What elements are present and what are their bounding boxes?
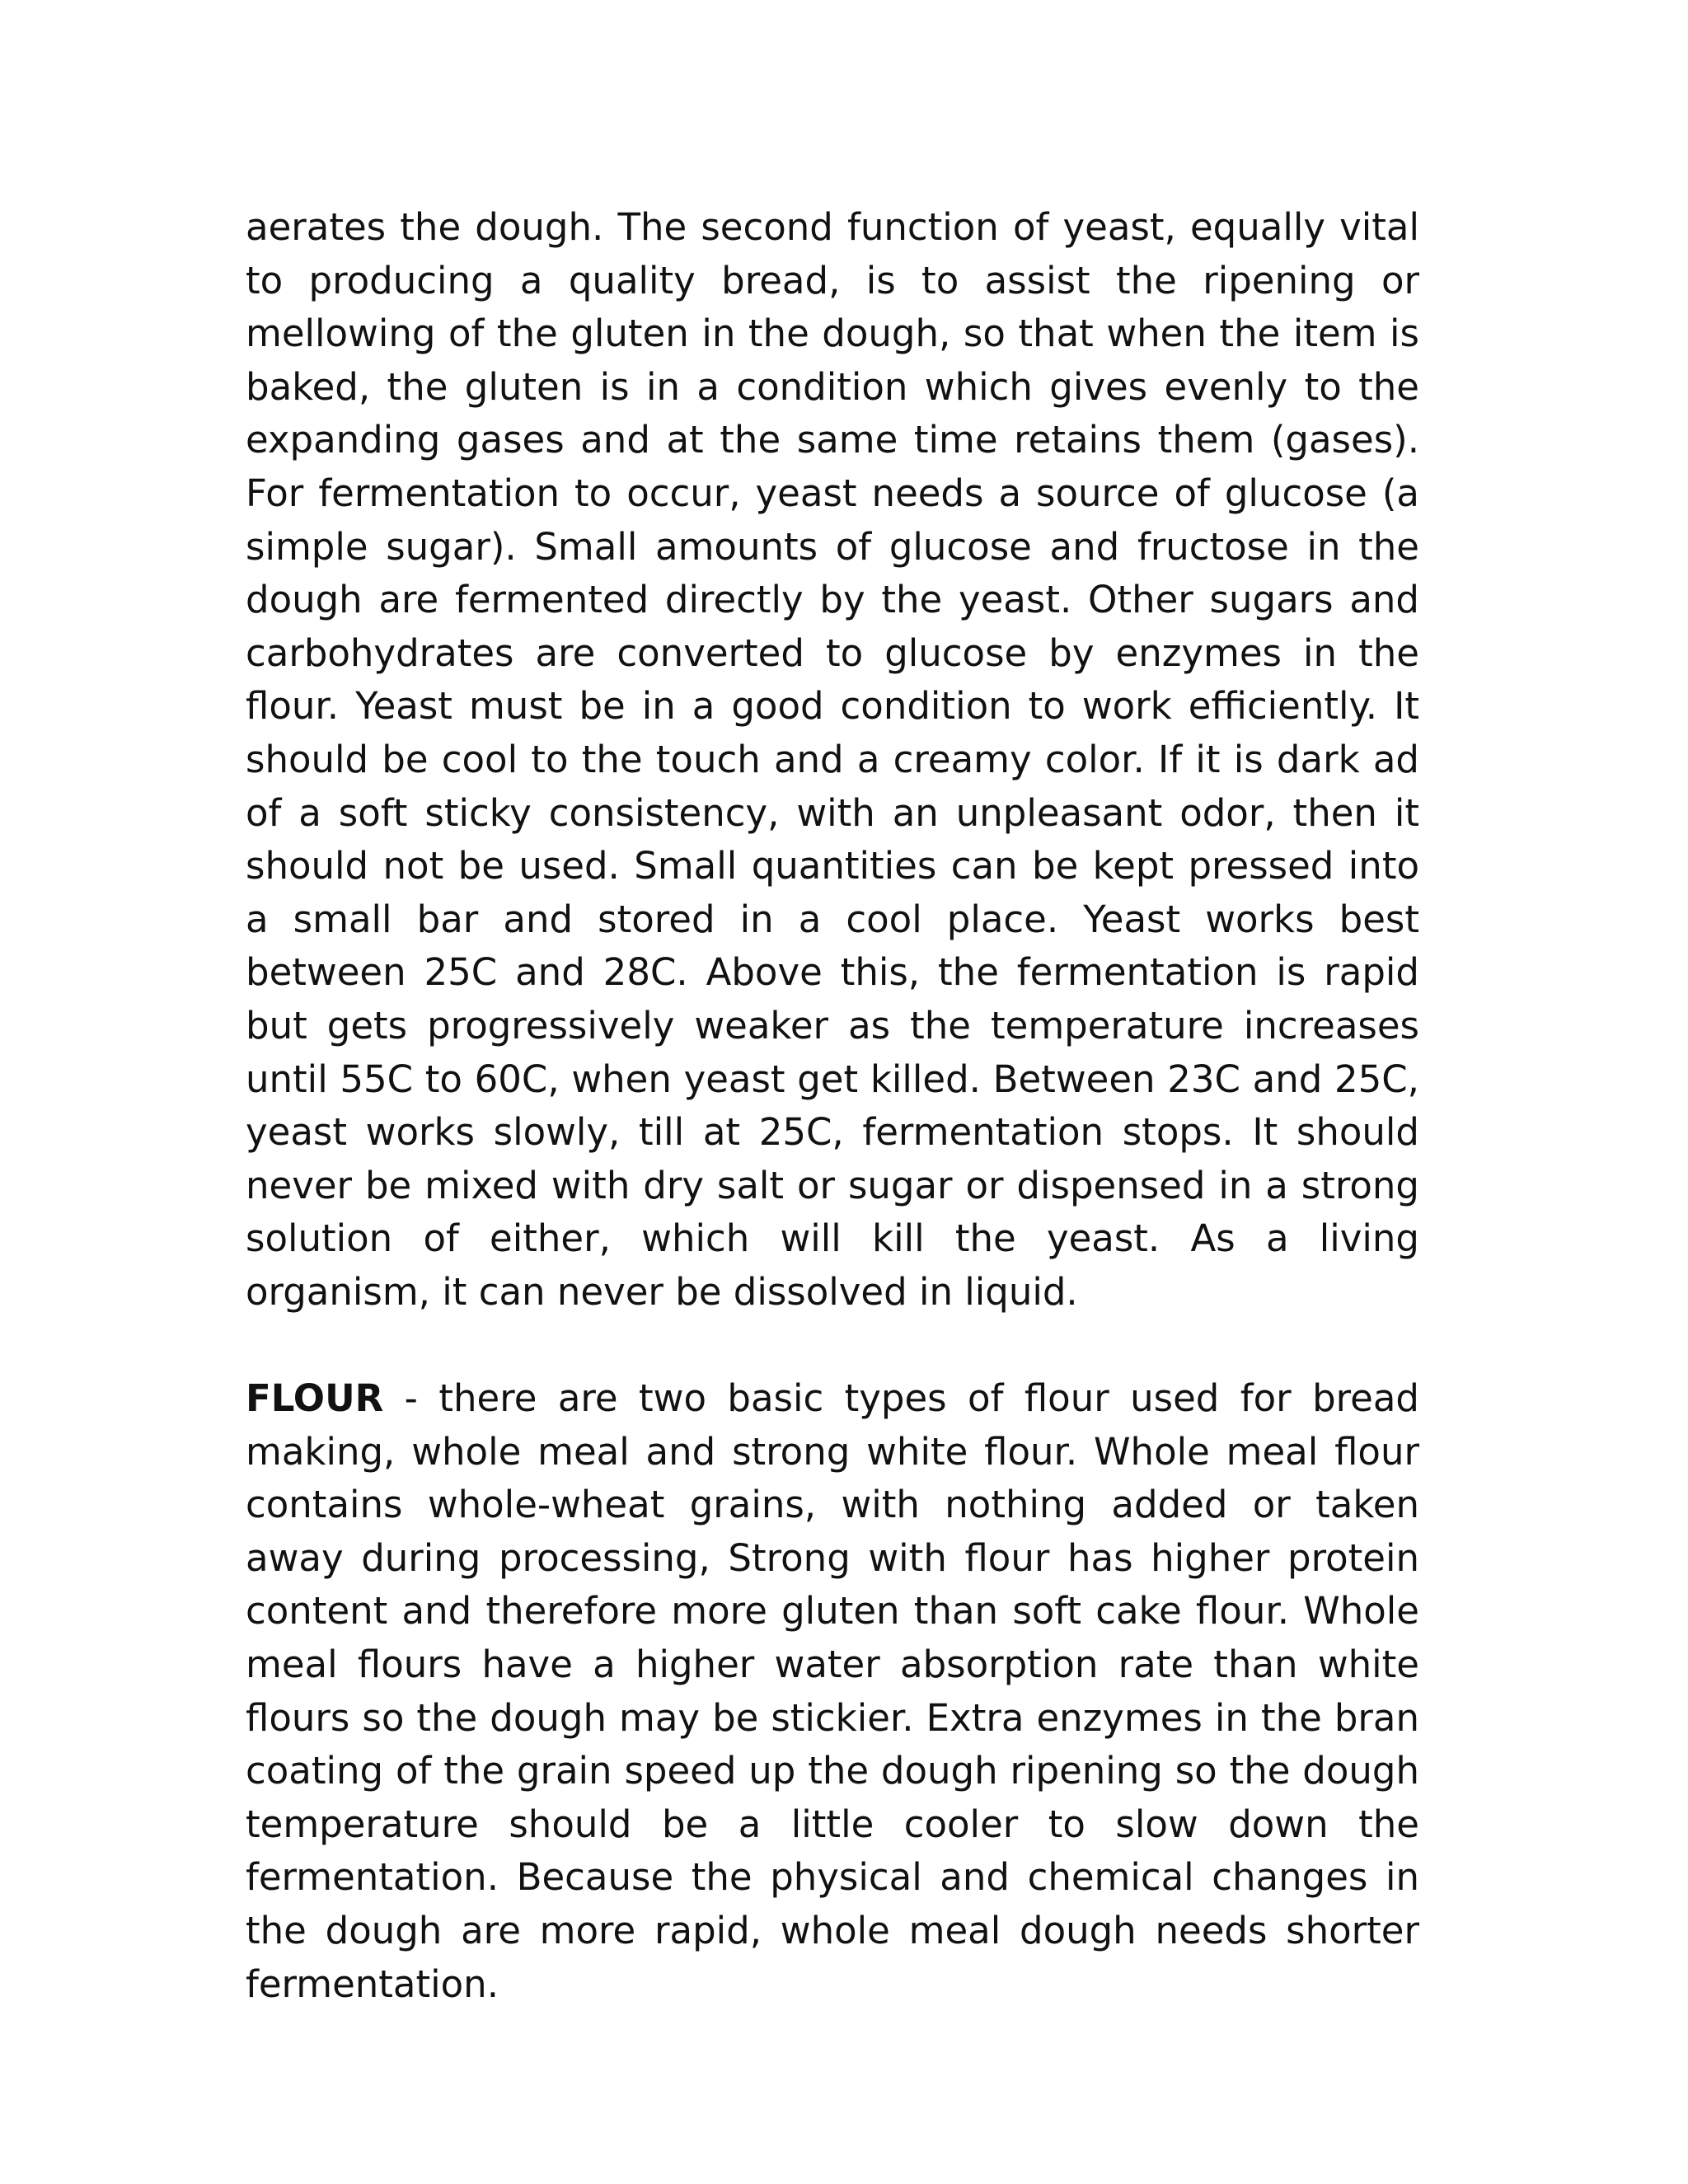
flour-heading: FLOUR [246,1376,384,1421]
flour-paragraph-text: - there are two basic types of flour used for bread making, whole meal and strong white flour. Whole meal flour contains whole-wheat grains, with nothing added or taken away during processing, Strong with flour has higher protein content and therefore more gluten than soft cake flour. Whole meal flours have a higher water absorption rate than white flours so the dough may be stickier. Extra enzymes in the bran coating of the grain speed up the dough ripening so the dough temperature should be a little cooler to slow down the fermentation. Because the physical and chemical changes in the dough are more rapid, whole meal dough needs shorter fermentation. [246,1376,1419,2006]
document-body [246,201,1419,2011]
flour-paragraph [246,1372,1419,2011]
yeast-paragraph-text: aerates the dough. The second function of yeast, equally vital to producing a quality bread, is to assist the ripening or mellowing of the gluten in the dough, so that when the item is baked, the gluten is in a condition which gives evenly to the expanding gases and at the same time retains them (gases). For fermentation to occur, yeast needs a source of glucose (a simple sugar). Small amounts of glucose and fructose in the dough are fermented directly by the yeast. Other sugars and carbohydrates are converted to glucose by enzymes in the flour. Yeast must be in a good condition to work efficiently. It should be cool to the touch and a creamy color. If it is dark ad of a soft sticky consistency, with an unpleasant odor, then it should not be used. Small quantities can be kept pressed into a small bar and stored in a cool place. Yeast works best between 25C and 28C. Above this, the fermentation is rapid but gets progressively weaker as the temperature increases until 55C to 60C, when yeast get killed. Between 23C and 25C, yeast works slowly, till at 25C, fermentation stops. It should never be mixed with dry salt or sugar or dispensed in a strong solution of either, which will kill the yeast. As a living organism, it can never be dissolved in liquid. [246,205,1419,1314]
yeast-paragraph [246,201,1419,1319]
